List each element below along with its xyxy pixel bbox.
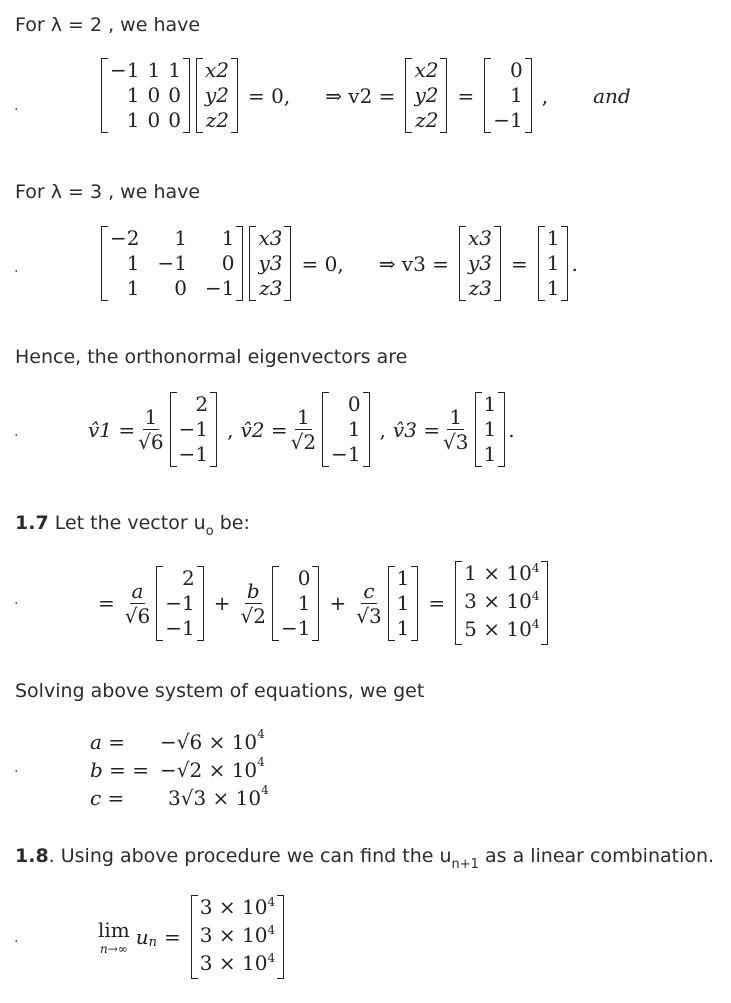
u0-decomposition: = $\frac{a}{√6}$ 2 −1 −1 + $\frac{b}{√2}$ 0 1 −1 + $\frac{c}{√3}$ 1 1 1 = $1 \times 10^4$ $3 \times 10^4$ $5 \times 10^4$	[98, 561, 551, 645]
coefficient-matrix-2: −1 1 1 1 0 0 1 0 0	[101, 58, 190, 133]
bullet-dot: .	[14, 260, 19, 276]
bullet-dot: .	[14, 760, 19, 776]
implies-v3: ⇒ v3 =	[378, 251, 449, 276]
variable-vector-2: x2 y2 z2	[196, 58, 238, 133]
orthonormal-vectors: v̂1 = $\frac{1}{√6}$ 2 −1 −1 , v̂2 = $\frac{1}{√2}$ 0 1 −1 , v̂3 = $\frac{1}{√3}$ 1 1 1 .	[88, 392, 515, 466]
lambda2-equation: −1 1 1 1 0 0 1 0 0 x2 y2 z2 = 0, ⇒ v2 = x2 y2 z2 = 0 1 −1 , and	[98, 58, 631, 133]
u0-vector: $1 \times 10^4$ $3 \times 10^4$ $5 \times 10^4$	[455, 561, 548, 645]
solution-values: a = −√6 × 10 4 b = = −√2 × 10 4 c = 3√3 × 10 4	[90, 727, 269, 810]
bullet-dot: .	[14, 98, 19, 114]
orthonormal-intro: Hence, the orthonormal eigenvectors are	[15, 346, 408, 368]
bullet-dot: .	[14, 424, 19, 440]
bullet-dot: .	[14, 592, 19, 608]
equals-zero: = 0,	[301, 251, 344, 276]
coefficient-matrix-3: −2 1 1 1 −1 0 1 0 −1	[101, 226, 243, 301]
equals-zero: = 0,	[247, 83, 291, 108]
variable-vector-3: x3 y3 z3	[249, 226, 291, 301]
v3-result: 1 1 1	[538, 226, 569, 301]
and-word: and	[593, 83, 631, 108]
v3-label: v̂3 =	[392, 417, 441, 442]
v3-hat-vector: 1 1 1	[475, 392, 506, 467]
v1-label: v̂1 =	[88, 417, 136, 442]
v2-result: 0 1 −1	[484, 58, 531, 133]
v2-vars: x2 y2 z2	[405, 58, 447, 133]
part-1-8-heading: 1.8. Using above procedure we can find the $u_{n+1}$ as a linear combination.	[15, 845, 715, 872]
v2-hat-vector: 0 1 −1	[322, 392, 369, 467]
bullet-dot: .	[14, 930, 19, 946]
v3-vars: x3 y3 z3	[459, 226, 501, 301]
lambda3-equation: −2 1 1 1 −1 0 1 0 −1 x3 y3 z3 = 0, ⇒ v3 = x3 y3 z3 = 1 1 1 .	[98, 226, 578, 301]
solving-text: Solving above system of equations, we get	[15, 680, 425, 702]
v1-hat-vector: 2 −1 −1	[170, 392, 217, 467]
lambda3-intro: For λ = 3 , we have	[15, 181, 201, 203]
limit-equation: lim n→∞ u n = $3 \times 10^4$ $3 \times 10^4$ $3 \times 10^4$	[98, 895, 287, 979]
v2-label: v̂2 =	[240, 417, 288, 442]
lambda2-intro: For λ = 2 , we have	[15, 14, 201, 36]
implies-v2: ⇒ v2 =	[325, 83, 396, 108]
limit-vector: $3 \times 10^4$ $3 \times 10^4$ $3 \times 10^4$	[191, 895, 284, 979]
part-1-7-heading: 1.7 Let the vector $u_o$ be:	[15, 512, 250, 539]
